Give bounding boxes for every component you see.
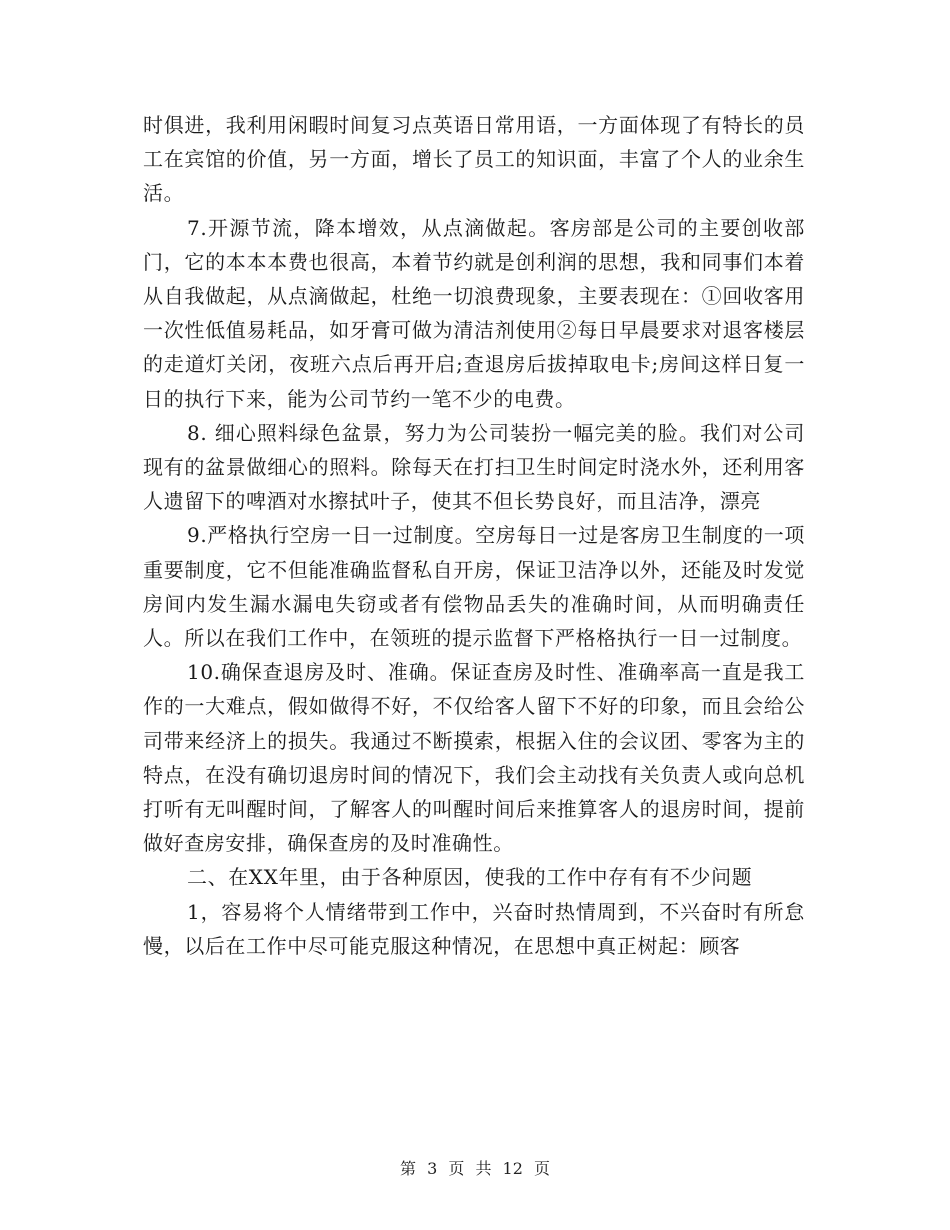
section-heading-problems: 二、在XX年里，由于各种原因，使我的工作中存有有不少问题 (187, 865, 753, 890)
paragraph-item-10: 10.确保查退房及时、准确。保证查房及时性、准确率高一直是我工作的一大难点，假如做得不好，不仅给客人留下不好的印象，而且会给公司带来经济上的损失。我通过不断摸索，根据入住的会议团、零客为主的特点，在没有确切退房时间的情况下，我们会主动找有关负责人或向总机打听有无叫醒时间，了解客人的叫醒时间后来推算客人的退房时间，提前做好查房安排，确保查房的及时准确性。 (143, 660, 805, 856)
paragraph-problem-1: 1，容易将个人情绪带到工作中，兴奋时热情周到，不兴奋时有所怠慢，以后在工作中尽可能克服这种情况，在思想中真正树起：顾客 (143, 899, 805, 958)
paragraph-item-8: 8. 细心照料绿色盆景，努力为公司装扮一幅完美的脸。我们对公司现有的盆景做细心的照料。除每天在打扫卫生时间定时浇水外，还利用客人遗留下的啤酒对水擦拭叶子，使其不但长势良好，而且洁净，漂亮 (143, 420, 805, 514)
paragraph-item-7: 7.开源节流，降本增效，从点滴做起。客房部是公司的主要创收部门，它的本本本费也很高，本着节约就是创利润的思想，我和同事们本着从自我做起，从点滴做起，杜绝一切浪费现象，主要表现在：①回收客用一次性低值易耗品，如牙膏可做为清洁剂使用②每日早晨要求对退客楼层的走道灯关闭，夜班六点后再开启;查退房后拔掉取电卡;房间这样日复一日的执行下来，能为公司节约一笔不少的电费。 (143, 215, 805, 411)
paragraph-item-9: 9.严格执行空房一日一过制度。空房每日一过是客房卫生制度的一项重要制度，它不但能准确监督私自开房，保证卫洁净以外，还能及时发觉房间内发生漏水漏电失窃或者有偿物品丢失的准确时间，从而明确责任人。所以在我们工作中，在领班的提示监督下严格格执行一日一过制度。 (143, 523, 805, 651)
page-number-footer: 第 3 页 共 12 页 (400, 1159, 550, 1178)
document-body (143, 108, 805, 963)
paragraph-continuation: 时俱进，我利用闲暇时间复习点英语日常用语，一方面体现了有特长的员工在宾馆的价值，另一方面，增长了员工的知识面，丰富了个人的业余生活。 (143, 113, 805, 206)
